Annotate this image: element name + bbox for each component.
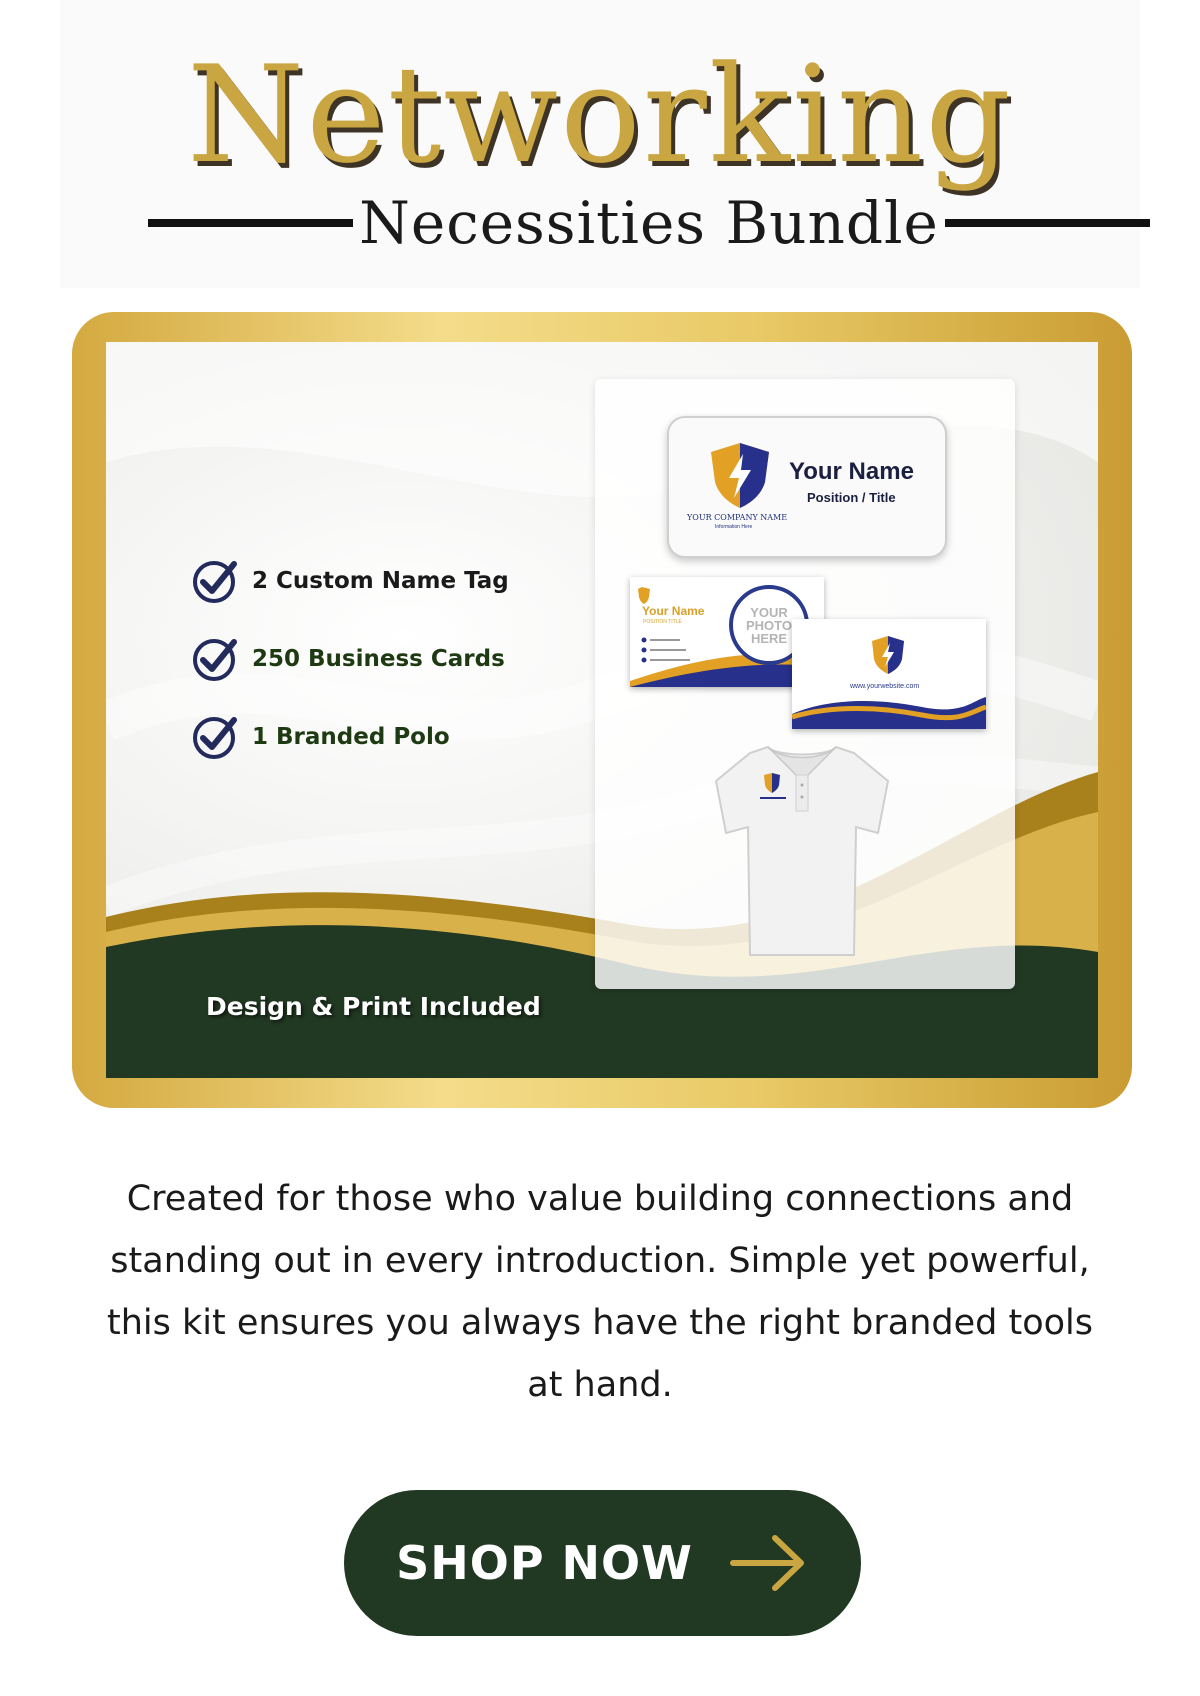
banner-tagline: Design & Print Included xyxy=(206,992,541,1021)
name-tag-info: Information Here xyxy=(715,524,753,530)
header xyxy=(60,0,1140,288)
feature-label: 2 Custom Name Tag xyxy=(252,568,509,594)
photo-placeholder: YOUR PHOTO HERE xyxy=(729,585,809,665)
check-circle-icon xyxy=(190,556,240,606)
card-back-graphic xyxy=(792,619,986,729)
name-tag-position: Position / Title xyxy=(807,490,896,505)
feature-label: 250 Business Cards xyxy=(252,646,505,672)
subtitle-row xyxy=(148,188,1150,258)
card-website: www.yourwebsite.com xyxy=(850,683,920,690)
feature-item xyxy=(190,620,509,698)
name-tag-name: Your Name xyxy=(789,458,914,485)
business-card-back-preview xyxy=(792,619,986,729)
product-card-inner xyxy=(106,342,1098,1078)
check-circle-icon xyxy=(190,712,240,762)
polo-shirt-image xyxy=(710,741,892,957)
shop-now-button[interactable] xyxy=(344,1490,861,1636)
product-preview-panel xyxy=(595,379,1015,989)
divider-left xyxy=(148,219,353,227)
name-tag-preview xyxy=(667,416,947,558)
card-position: POSITION TITLE xyxy=(643,619,682,625)
page-subtitle: Necessities Bundle xyxy=(359,189,939,257)
product-card xyxy=(72,312,1132,1108)
name-tag-company: YOUR COMPANY NAME xyxy=(687,513,788,522)
description-text: Created for those who value building connections and standing out in every introduction. Simple yet powerful, this kit ensures you always have the right branded tools at hand. xyxy=(107,1179,1093,1405)
feature-item xyxy=(190,542,509,620)
check-circle-icon xyxy=(190,634,240,684)
page-title: Networking xyxy=(187,37,1013,193)
shop-now-label: SHOP NOW xyxy=(396,1536,693,1590)
shield-logo-icon xyxy=(707,440,773,510)
divider-right xyxy=(945,219,1150,227)
feature-list xyxy=(190,542,509,776)
feature-item xyxy=(190,698,509,776)
feature-label: 1 Branded Polo xyxy=(252,724,450,750)
card-name: Your Name xyxy=(642,604,705,618)
arrow-right-icon xyxy=(729,1532,809,1594)
